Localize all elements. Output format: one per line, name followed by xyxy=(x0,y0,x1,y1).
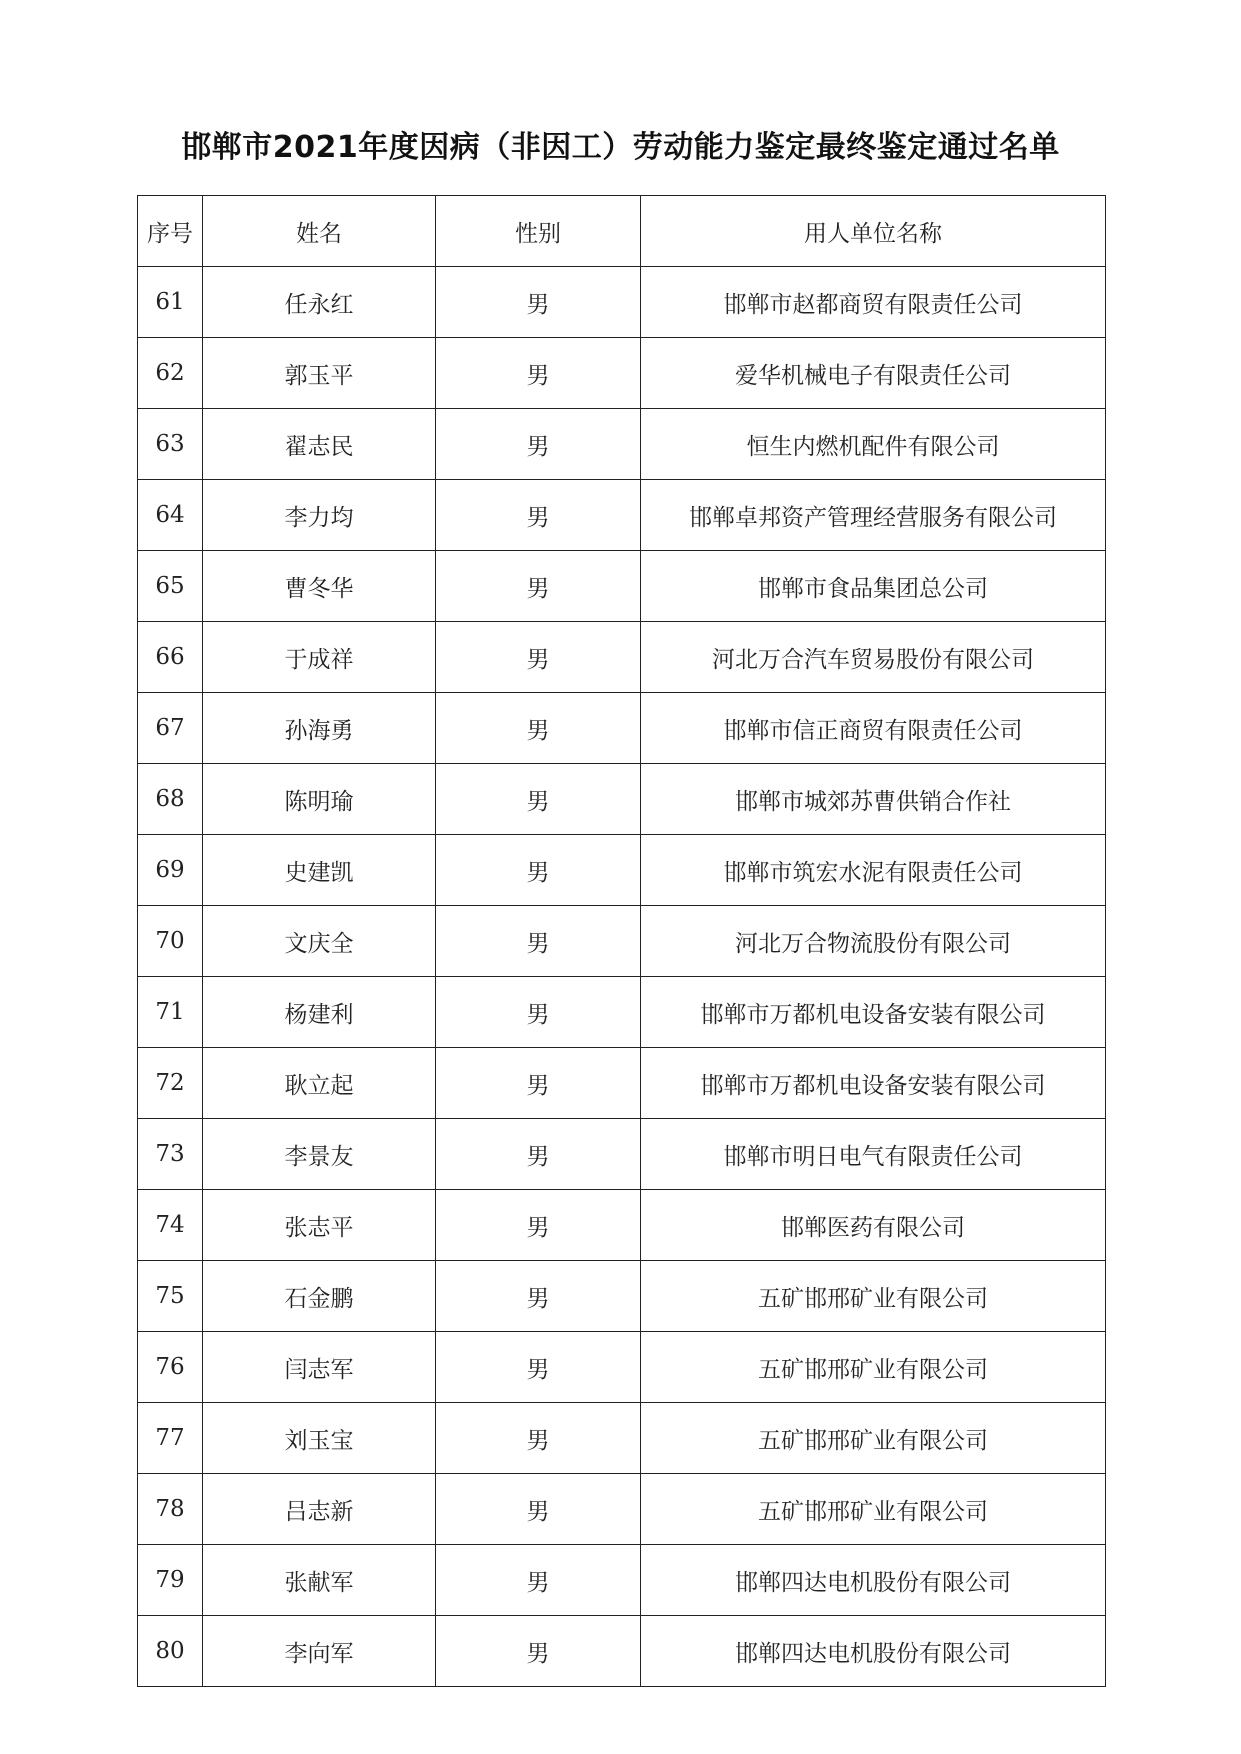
cell-name: 李向军 xyxy=(203,1616,436,1687)
cell-name: 曹冬华 xyxy=(203,551,436,622)
cell-name: 任永红 xyxy=(203,267,436,338)
table-row xyxy=(138,1048,1106,1119)
cell-company: 邯郸市筑宏水泥有限责任公司 xyxy=(641,835,1106,906)
cell-company: 河北万合物流股份有限公司 xyxy=(641,906,1106,977)
cell-company: 五矿邯邢矿业有限公司 xyxy=(641,1261,1106,1332)
table-row xyxy=(138,835,1106,906)
table-row xyxy=(138,764,1106,835)
table-row xyxy=(138,1332,1106,1403)
cell-name: 翟志民 xyxy=(203,409,436,480)
cell-name: 史建凯 xyxy=(203,835,436,906)
cell-gender: 男 xyxy=(436,622,641,693)
cell-seq: 80 xyxy=(138,1616,203,1687)
cell-company: 邯郸市万都机电设备安装有限公司 xyxy=(641,1048,1106,1119)
cell-gender: 男 xyxy=(436,551,641,622)
cell-seq: 79 xyxy=(138,1545,203,1616)
cell-name: 于成祥 xyxy=(203,622,436,693)
table-row xyxy=(138,1616,1106,1687)
table-row xyxy=(138,693,1106,764)
cell-name: 石金鹏 xyxy=(203,1261,436,1332)
table-row xyxy=(138,1119,1106,1190)
cell-seq: 69 xyxy=(138,835,203,906)
cell-name: 杨建利 xyxy=(203,977,436,1048)
cell-company: 邯郸市明日电气有限责任公司 xyxy=(641,1119,1106,1190)
header-seq: 序号 xyxy=(138,196,203,267)
page-title: 邯郸市2021年度因病（非因工）劳动能力鉴定最终鉴定通过名单 xyxy=(181,130,1060,165)
cell-gender: 男 xyxy=(436,835,641,906)
cell-seq: 61 xyxy=(138,267,203,338)
cell-name: 陈明瑜 xyxy=(203,764,436,835)
cell-company: 五矿邯邢矿业有限公司 xyxy=(641,1474,1106,1545)
table-row xyxy=(138,906,1106,977)
cell-company: 五矿邯邢矿业有限公司 xyxy=(641,1332,1106,1403)
cell-gender: 男 xyxy=(436,409,641,480)
cell-company: 邯郸市食品集团总公司 xyxy=(641,551,1106,622)
roster-table xyxy=(137,195,1106,1687)
cell-gender: 男 xyxy=(436,1261,641,1332)
cell-seq: 68 xyxy=(138,764,203,835)
cell-gender: 男 xyxy=(436,1119,641,1190)
cell-seq: 76 xyxy=(138,1332,203,1403)
cell-seq: 63 xyxy=(138,409,203,480)
table-row xyxy=(138,480,1106,551)
table-header-row xyxy=(138,196,1106,267)
cell-gender: 男 xyxy=(436,480,641,551)
cell-company: 邯郸市城郊苏曹供销合作社 xyxy=(641,764,1106,835)
cell-company: 河北万合汽车贸易股份有限公司 xyxy=(641,622,1106,693)
cell-company: 邯郸市万都机电设备安装有限公司 xyxy=(641,977,1106,1048)
cell-name: 郭玉平 xyxy=(203,338,436,409)
cell-company: 邯郸四达电机股份有限公司 xyxy=(641,1545,1106,1616)
header-company: 用人单位名称 xyxy=(641,196,1106,267)
cell-seq: 65 xyxy=(138,551,203,622)
cell-seq: 66 xyxy=(138,622,203,693)
table-row xyxy=(138,267,1106,338)
cell-gender: 男 xyxy=(436,693,641,764)
cell-company: 爱华机械电子有限责任公司 xyxy=(641,338,1106,409)
header-gender: 性别 xyxy=(436,196,641,267)
header-name: 姓名 xyxy=(203,196,436,267)
cell-company: 邯郸市赵都商贸有限责任公司 xyxy=(641,267,1106,338)
table-row xyxy=(138,1474,1106,1545)
table-row xyxy=(138,1545,1106,1616)
cell-seq: 62 xyxy=(138,338,203,409)
cell-gender: 男 xyxy=(436,267,641,338)
table-row xyxy=(138,1190,1106,1261)
cell-gender: 男 xyxy=(436,764,641,835)
table-row xyxy=(138,409,1106,480)
cell-seq: 72 xyxy=(138,1048,203,1119)
cell-name: 闫志军 xyxy=(203,1332,436,1403)
cell-company: 邯郸四达电机股份有限公司 xyxy=(641,1616,1106,1687)
cell-name: 孙海勇 xyxy=(203,693,436,764)
cell-name: 文庆全 xyxy=(203,906,436,977)
cell-seq: 77 xyxy=(138,1403,203,1474)
cell-gender: 男 xyxy=(436,1403,641,1474)
cell-name: 李力均 xyxy=(203,480,436,551)
cell-name: 李景友 xyxy=(203,1119,436,1190)
cell-name: 张志平 xyxy=(203,1190,436,1261)
cell-company: 邯郸医药有限公司 xyxy=(641,1190,1106,1261)
cell-seq: 78 xyxy=(138,1474,203,1545)
table-row xyxy=(138,622,1106,693)
cell-seq: 64 xyxy=(138,480,203,551)
cell-gender: 男 xyxy=(436,977,641,1048)
cell-gender: 男 xyxy=(436,906,641,977)
table-row xyxy=(138,1403,1106,1474)
cell-seq: 74 xyxy=(138,1190,203,1261)
cell-seq: 75 xyxy=(138,1261,203,1332)
cell-gender: 男 xyxy=(436,1190,641,1261)
cell-seq: 67 xyxy=(138,693,203,764)
cell-gender: 男 xyxy=(436,1616,641,1687)
table-row xyxy=(138,1261,1106,1332)
cell-name: 刘玉宝 xyxy=(203,1403,436,1474)
table-row xyxy=(138,977,1106,1048)
cell-seq: 71 xyxy=(138,977,203,1048)
cell-gender: 男 xyxy=(436,338,641,409)
cell-company: 邯郸市信正商贸有限责任公司 xyxy=(641,693,1106,764)
table-body xyxy=(138,267,1106,1687)
cell-gender: 男 xyxy=(436,1332,641,1403)
cell-name: 吕志新 xyxy=(203,1474,436,1545)
table-row xyxy=(138,338,1106,409)
cell-gender: 男 xyxy=(436,1545,641,1616)
cell-company: 邯郸卓邦资产管理经营服务有限公司 xyxy=(641,480,1106,551)
cell-gender: 男 xyxy=(436,1474,641,1545)
cell-seq: 73 xyxy=(138,1119,203,1190)
cell-company: 五矿邯邢矿业有限公司 xyxy=(641,1403,1106,1474)
cell-seq: 70 xyxy=(138,906,203,977)
cell-gender: 男 xyxy=(436,1048,641,1119)
table-row xyxy=(138,551,1106,622)
cell-name: 耿立起 xyxy=(203,1048,436,1119)
cell-company: 恒生内燃机配件有限公司 xyxy=(641,409,1106,480)
cell-name: 张献军 xyxy=(203,1545,436,1616)
